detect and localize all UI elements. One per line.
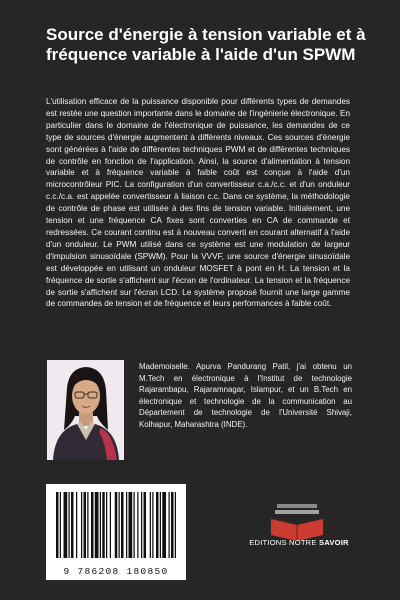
barcode-bar bbox=[76, 492, 77, 558]
barcode-bar bbox=[119, 492, 120, 558]
barcode-bar bbox=[71, 492, 74, 558]
author-photo bbox=[47, 360, 124, 460]
publisher-name-light: EDITIONS NOTRE bbox=[249, 538, 319, 547]
author-portrait-image bbox=[47, 360, 124, 460]
barcode-bar bbox=[169, 492, 170, 558]
isbn-barcode bbox=[46, 484, 186, 580]
barcode-bar bbox=[84, 492, 87, 558]
barcode-bar bbox=[150, 492, 151, 558]
barcode-bar bbox=[126, 492, 127, 558]
barcode-bar bbox=[156, 492, 159, 558]
barcode-bar bbox=[102, 492, 105, 558]
barcode-bar bbox=[56, 492, 59, 558]
barcode-bar bbox=[171, 492, 174, 558]
barcode-bar bbox=[91, 492, 94, 558]
barcode-bar bbox=[64, 492, 68, 558]
isbn-digits: 9 786208 180850 bbox=[63, 566, 169, 577]
barcode-bar bbox=[81, 492, 82, 558]
barcode-bar bbox=[160, 492, 161, 558]
barcode-bar bbox=[110, 492, 111, 558]
barcode-bar bbox=[175, 492, 176, 558]
barcode-bar bbox=[69, 492, 70, 558]
barcode-bar bbox=[137, 492, 138, 558]
barcode-bar bbox=[60, 492, 61, 558]
author-bio: Mademoiselle. Apurva Pandurang Patil, j'ai obtenu un M.Tech en électronique à l'Institut de technologie Rajarambapu, Rajaramnagar, Islampur, et un B.Tech en électronique et technologie de la communication au Département de technologie de l'Université Shivaji, Kolhapur, Maharashtra (INDE). bbox=[139, 362, 352, 429]
barcode-bars-icon bbox=[46, 484, 186, 564]
barcode-bar bbox=[121, 492, 124, 558]
book-title: Source d'énergie à tension variable et à fréquence variable à l'aide d'un SPWM bbox=[46, 25, 366, 64]
barcode-bar bbox=[100, 492, 101, 558]
barcode-bar bbox=[87, 492, 88, 558]
barcode-bar bbox=[129, 492, 133, 558]
barcode-bar bbox=[115, 492, 118, 558]
publisher-name bbox=[232, 538, 366, 547]
barcode-bar bbox=[162, 492, 166, 558]
barcode-bar bbox=[144, 492, 147, 558]
barcode-bar bbox=[95, 492, 99, 558]
barcode-bar bbox=[141, 492, 142, 558]
publisher-name-bold: SAVOIR bbox=[318, 538, 349, 547]
book-description: L'utilisation efficace de la puissance disponible pour différents types de demandes est restée une question importante dans le domaine de l'ingénierie électronique. En particulier dans le domaine de l'électronique de puissance, les demandes de ce type de sources d'énergie augmentent à différents niveaux. Ces sources d'énergie sont générées à l'aide de différentes techniques PWM et de différentes techniques de contrôle en fonction de l'application. Ainsi, la source d'alimentation à tension variable et à fréquence variable à faible coût est conçue à l'aide d'un microcontrôleur PIC. La configuration d'un convertisseur c.a./c.c. et d'un onduleur c.c./c.a. est appelée convertisseur à liaison c.c. Dans ce système, la méthodologie de contrôle de phase est utilisée à des fins de tension variable. Initialement, une tension et une fréquence CA fixes sont converties en CA de commande et redressées. Ce courant continu est à nouveau converti en courant alternatif à l'aide d'un onduleur. Le PWM utilisé dans ce système est une modulation de largeur d'impulsion sinusoïdale (SPWM). Pour la VVVF, une source d'énergie sinusoïdale est développée en utilisant un onduleur MOSFET à pont en H. La tension et la fréquence de sortie s'affichent sur l'écran de l'ordinateur. La tension et la fréquence de sortie s'affichent sur l'écran LCD. Le système proposé fournit une large gamme de commandes de tension et de fréquence et leurs performances à faible coût. bbox=[46, 97, 350, 309]
barcode-bar bbox=[152, 492, 153, 558]
barcode-bar bbox=[134, 492, 135, 558]
barcode-bar bbox=[106, 492, 107, 558]
